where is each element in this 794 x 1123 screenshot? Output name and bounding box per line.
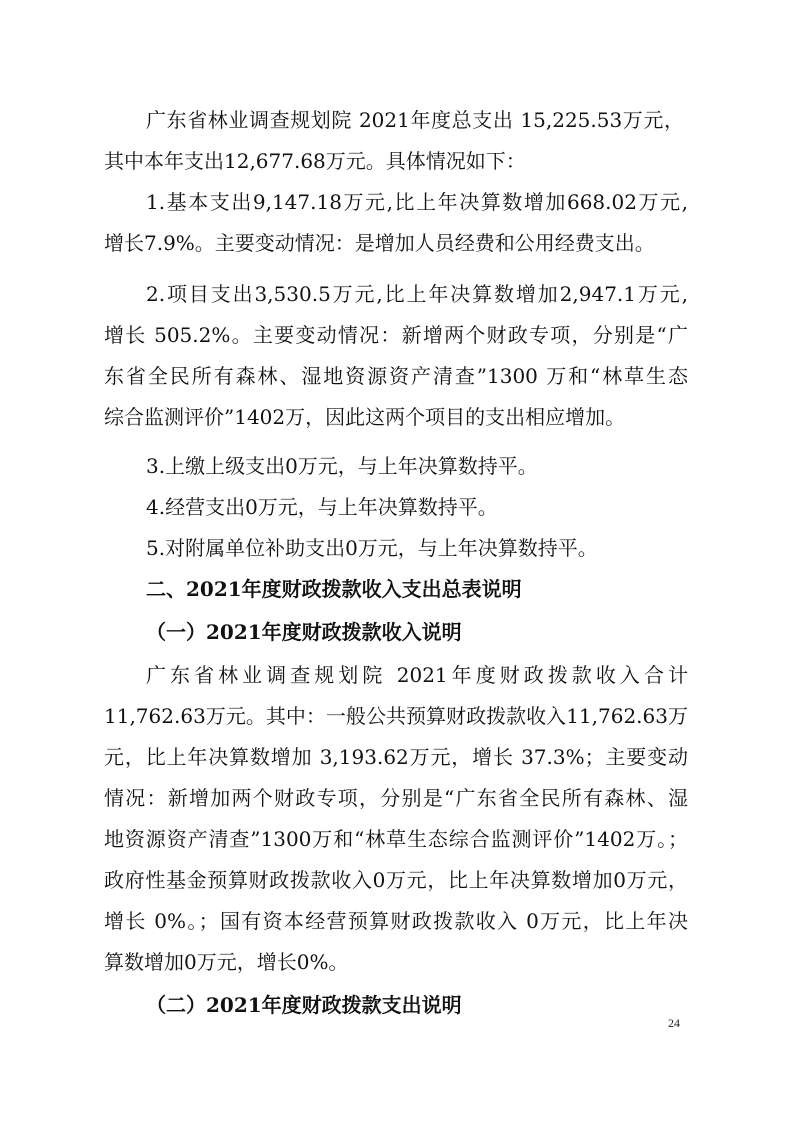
text-line: 地资源资产清查”1300万和“林草生态综合监测评价”1402万。； — [104, 827, 688, 851]
text-line: 情况：新增加两个财政专项，分别是“广东省全民所有森林、湿 — [104, 786, 688, 810]
text-line: 2.项目支出3,530.5万元,比上年决算数增加2,947.1万元, — [146, 282, 688, 306]
text-line: 1.基本支出9,147.18万元,比上年决算数增加668.02万元, — [146, 190, 688, 214]
subsection-heading: （一）2021年度财政拨款收入说明 — [146, 620, 462, 644]
text-line: 广东省林业调查规划院 2021年度总支出 15,225.53万元， — [146, 108, 684, 132]
text-line: 东省全民所有森林、湿地资源资产清查”1300 万和“林草生态 — [104, 364, 688, 388]
text-line: 政府性基金预算财政拨款收入0万元，比上年决算数增加0万元， — [104, 868, 688, 892]
text-line: 3.上缴上级支出0万元，与上年决算数持平。 — [146, 454, 538, 478]
text-line: 增长 505.2%。主要变动情况：新增两个财政专项，分别是“广 — [104, 323, 688, 347]
text-line: 其中本年支出12,677.68万元。具体情况如下： — [104, 149, 526, 173]
page-number: 24 — [668, 1016, 680, 1030]
text-line: 增长 0%。；国有资本经营预算财政拨款收入 0万元，比上年决 — [104, 909, 688, 933]
section-heading: 二、2021年度财政拨款收入支出总表说明 — [146, 577, 522, 601]
text-line: 广东省林业调查规划院 2021年度财政拨款收入合计 — [146, 663, 688, 687]
text-line: 算数增加0万元，增长0%。 — [104, 950, 349, 974]
subsection-heading: （二）2021年度财政拨款支出说明 — [146, 993, 462, 1017]
text-line: 5.对附属单位补助支出0万元，与上年决算数持平。 — [146, 536, 598, 560]
text-line: 增长7.9%。主要变动情况：是增加人员经费和公用经费支出。 — [104, 231, 655, 255]
text-line: 11,762.63万元。其中：一般公共预算财政拨款收入11,762.63万 — [104, 704, 688, 728]
text-line: 综合监测评价”1402万，因此这两个项目的支出相应增加。 — [104, 405, 626, 429]
text-line: 元，比上年决算数增加 3,193.62万元，增长 37.3%；主要变动 — [104, 745, 688, 769]
text-line: 4.经营支出0万元，与上年决算数持平。 — [146, 495, 498, 519]
